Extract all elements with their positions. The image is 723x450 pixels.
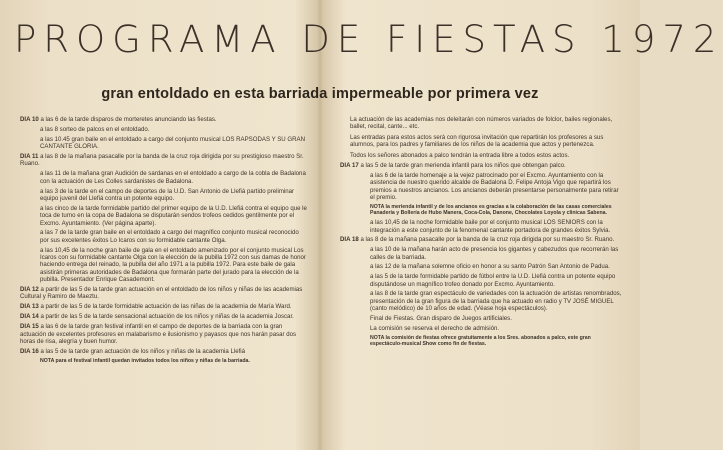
day-label: DIA 13: [20, 303, 39, 311]
day-label: DIA 17: [340, 162, 359, 170]
program-day-entry: [340, 162, 622, 169]
day-label: DIA 10: [20, 116, 39, 123]
program-paragraph: La actuación de las academias nos deleitarán con números variados de folclor, bailes regionales, ballet, recital, cante... etc.: [350, 116, 613, 131]
program-event: a las 10,45 de la noche gran baile de gala en el entoldado amenizado por el conjunto musical Los Icaros con su formidable cantante Olga con la elección de la pubilla 1972 con sus damas de honor haciendo entrega del reinado, la pubilla del año 1971 a la pubilla 1972. Para este baile de gala asistirán primeras autoridades de Badalona que formarán parte del jurado para la elección de la pubilla. Presentador Enrique Casademont.: [40, 246, 306, 284]
day-label: DIA 18: [340, 236, 359, 244]
program-day-entry: [20, 313, 308, 320]
program-event: a las 12 de la mañana solemne oficio en honor a su santo Patrón San Antonio de Padua.: [370, 263, 610, 271]
program-event: a las 5 de la tarde formidable partido de fútbol entre la U.D. Llefiá contra un potente equipo disputándose un magnífico trofeo donado por Excmo. Ayuntamiento.: [370, 273, 616, 288]
program-subtitle: gran entoldado en esta barriada impermeable por primera vez: [101, 86, 539, 102]
day-text: a las 6 de la tarde gran festival infantil en el campo de deportes de la barriada con la gran actuación de excelentes profesores en malabarismo e ilusionismo y payasos que nos harán pasar dos horas de risa, alegría y buen humor.: [20, 323, 297, 346]
program-event: a las 10 de la mañana harán acto de presencia los gigantes y cabezudos que recorrerán las calles de la barriada.: [370, 246, 619, 261]
program-day-entry: [20, 116, 308, 123]
day-label: DIA 15: [20, 323, 39, 331]
program-event: a las 11 de la mañana gran Audición de sardanas en el entoldado a cargo de la cobla de Badalona con la actuación de Les Colles sardanistes de Badalona.: [40, 170, 306, 185]
program-event: La comisión se reserva el derecho de admisión.: [370, 324, 500, 332]
program-day-entry: [20, 303, 308, 310]
day-text: a las 5 de la tarde gran actuación de los niños y niñas de la academia Llefiá: [38, 348, 246, 356]
program-note: NOTA la comisión de fiestas ofrece gratuitamente a los Sres. abonados a palco, este gran espectáculo-musical Show como fin de fiestas.: [370, 334, 591, 348]
program-event: a las 3 de la tarde en el campo de deportes de la U.D. San Antonio de Llefiá partido preliminar equipo juvenil del Llefiá contra un potente equipo.: [40, 187, 295, 203]
day-label: DIA 12: [20, 286, 39, 294]
program-event: a las 8 de la tarde gran espectáculo de variedades con la actuación de artistas renombrados, presentación de la gran figura de la barriada que ha actuado en radio y TV JOSÉ MIGUEL (canto melódico) de 10 años de edad. (Véase hoja espectáculos).: [370, 290, 622, 313]
program-day-entry: [20, 348, 308, 355]
program-day-entry: [20, 153, 308, 168]
program-paragraph: Todos los señores abonados a palco tendrán la entrada libre a todos estos actos.: [350, 151, 570, 159]
program-day-entry: [20, 323, 308, 345]
day-text: a las 5 de la tarde gran merienda infantil para los niños que obtengan palco.: [358, 162, 566, 170]
program-day-entry: [20, 286, 308, 301]
program-day-entry: [340, 236, 622, 243]
program-paragraph: Las entradas para estos actos será con rigurosa invitación que repartirán los profesores a sus alumnos, para los padres y familiares de los niños de la academia que actos y pertenezca.: [350, 133, 604, 149]
program-note: NOTA la merienda infantil y de los ancianos es gracias a la colaboración de las casas comerciales Panadería y Bollería de Hubo Manera, Coca-Cola, Danone, Chocolates Loyola y clinicas Sabena.: [370, 203, 612, 217]
day-text: a las 6 de la tarde disparos de morteretes anunciando las fiestas.: [38, 116, 217, 123]
day-label: DIA 14: [20, 313, 39, 321]
program-title: PROGRAMA DE FIESTAS 1972: [14, 18, 723, 61]
program-event: a las cinco de la tarde formidable partido del primer equipo de la U.D. Llefiá contra el equipo que le toca de turno en la copa de Badalona se disputarán sendos trofeos cedidos gentilmente por el Excmo. Ayuntamiento. (Ver página aparte).: [40, 204, 307, 227]
day-text: a partir de las 5 de la tarde sensacional actuación de los niños y niñas de la academia Joscar.: [38, 313, 294, 321]
left-column: [20, 116, 308, 367]
program-event: a las 10,45 de la noche formidable baile por el conjunto musical LOS SENIORS con la integración a este conjunto de la fenomenal cantante portadora de grandes éxitos Sylvia.: [370, 219, 611, 234]
program-event: a las 10.45 gran baile en el entoldado a cargo del conjunto musical LOS RAPSODAS Y SU GRAN CANTANTE GLORIA.: [40, 135, 306, 151]
day-text: a partir de las 5 de la tarde formidable actuación de las niñas de la academia de María Ward.: [38, 303, 292, 311]
program-event: a las 8 sorteo de palcos en el entoldado.: [40, 126, 150, 133]
program-event: a las 6 de la tarde homenaje a la vejez patrocinado por el Excmo. Ayuntamiento con la asistencia de nuestro querido alcalde de Badalona D. Felipe Antoja Vigo que repartirá los premios a nuestros ancianos. Los ancianos deberán presentarse personalmente para retirar el premio.: [370, 171, 619, 202]
day-text: a partir de las 5 de la tarde gran actuación en el entoldado de los niños y niñas de las academias Cultural y Ramiro de Maeztu.: [20, 286, 303, 301]
program-note: NOTA para el festival infantil quedan invitados todos los niños y niñas de la barriada.: [40, 358, 250, 365]
right-column: [340, 116, 622, 350]
program-event: a las 7 de la tarde gran baile en el entoldado a cargo del magnífico conjunto musical reconocido por sus excelentes éxitos Lo Icaros con su formidable cantante Olga.: [40, 229, 299, 244]
day-label: DIA 16: [20, 348, 39, 356]
day-text: a las 8 de la mañana pasacalle por la banda de la cruz roja dirigida por su maestro Sr. Ruano.: [358, 236, 615, 244]
day-text: a las 8 de la mañana pasacalle por la banda de la cruz roja dirigida por su prestigioso maestro Sr. Ruano.: [20, 153, 304, 168]
program-event: Final de Fiestas. Gran disparo de Juegos artificiales.: [370, 315, 512, 323]
day-label: DIA 11: [20, 153, 39, 160]
